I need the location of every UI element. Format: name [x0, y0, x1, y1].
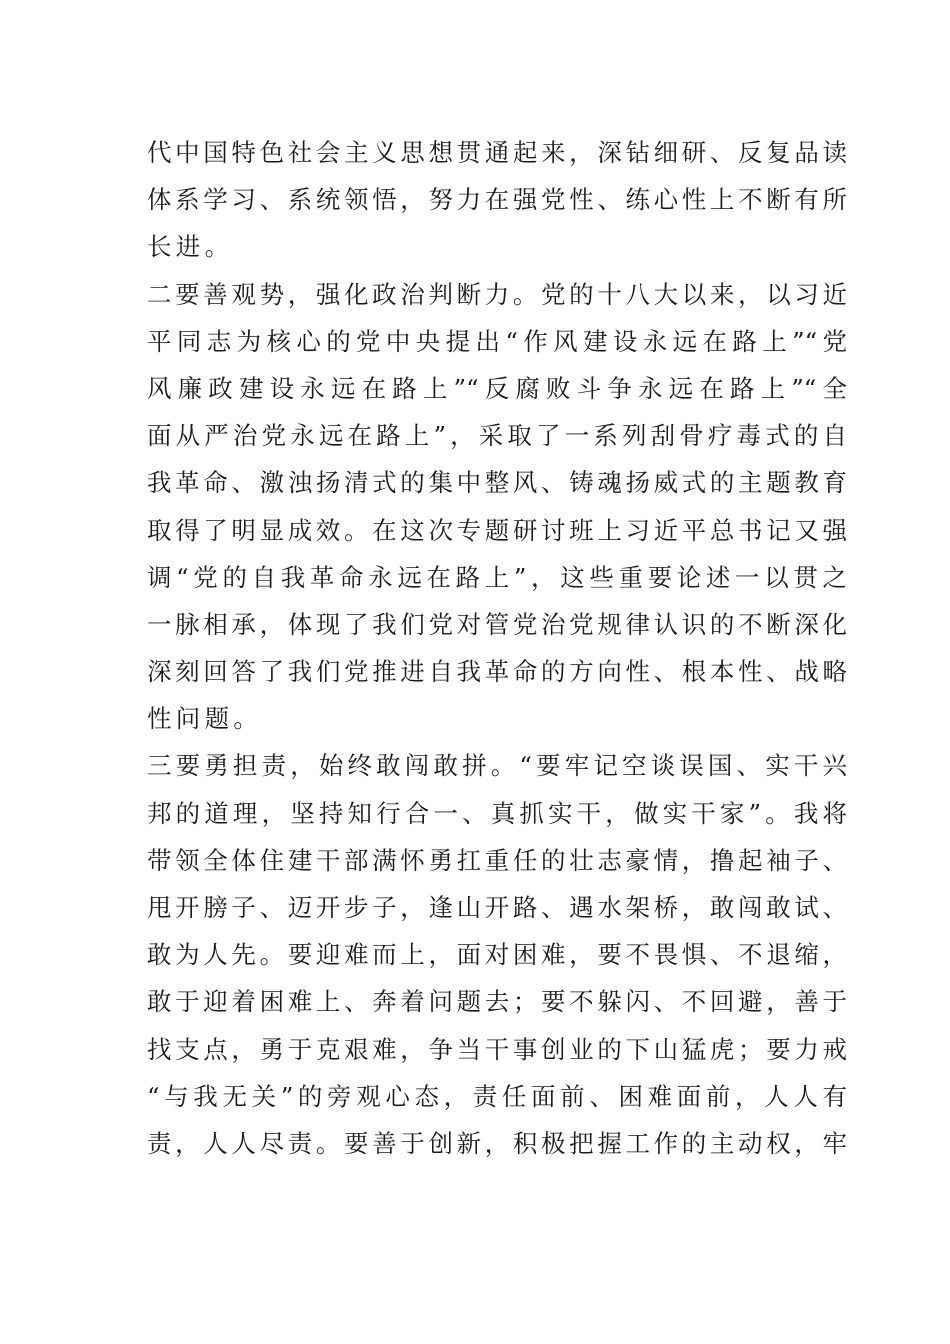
text-line: 责，人人尽责。要善于创新，积极把握工作的主动权，牢 — [147, 1128, 847, 1158]
text-line: 我革命、激浊扬清式的集中整风、铸魂扬威式的主题教育 — [147, 468, 847, 498]
text-line: 长进。 — [147, 232, 234, 262]
text-line: 找支点，勇于克艰难，争当干事创业的下山猛虎；要力戒 — [147, 1034, 847, 1064]
text-line: 面从严治党永远在路上”，采取了一系列刮骨疗毒式的自 — [147, 421, 847, 451]
text-line: 体系学习、系统领悟，努力在强党性、练心性上不断有所 — [147, 185, 847, 215]
text-line: 敢于迎着困难上、奔着问题去；要不躲闪、不回避，善于 — [147, 987, 847, 1017]
text-line: 敢为人先。要迎难而上，面对困难，要不畏惧、不退缩， — [147, 940, 847, 970]
text-line: 三要勇担责，始终敢闯敢拼。“要牢记空谈误国、实干兴 — [147, 751, 847, 781]
text-line: 性问题。 — [147, 704, 263, 734]
document-body — [147, 129, 847, 1167]
text-line: 平同志为核心的党中央提出“作风建设永远在路上”“党 — [147, 326, 847, 356]
text-line: 邦的道理，坚持知行合一、真抓实干，做实干家”。我将 — [147, 798, 847, 828]
text-line: 调“党的自我革命永远在路上”，这些重要论述一以贯之 — [147, 562, 847, 592]
text-line: 代中国特色社会主义思想贯通起来，深钻细研、反复品读 — [147, 138, 847, 167]
text-line: “与我无关”的旁观心态，责任面前、困难面前，人人有 — [147, 1081, 847, 1111]
text-line: 甩开膀子、迈开步子，逢山开路、遇水架桥，敢闯敢试、 — [147, 893, 847, 922]
text-line: 取得了明显成效。在这次专题研讨班上习近平总书记又强 — [147, 515, 847, 545]
text-line: 二要善观势，强化政治判断力。党的十八大以来，以习近 — [147, 279, 847, 309]
text-line: 深刻回答了我们党推进自我革命的方向性、根本性、战略 — [147, 657, 847, 687]
text-line: 带领全体住建干部满怀勇扛重任的壮志豪情，撸起袖子、 — [147, 845, 847, 875]
text-line: 一脉相承，体现了我们党对管党治党规律认识的不断深化 — [147, 609, 847, 639]
text-line: 风廉政建设永远在路上”“反腐败斗争永远在路上”“全 — [147, 373, 847, 403]
